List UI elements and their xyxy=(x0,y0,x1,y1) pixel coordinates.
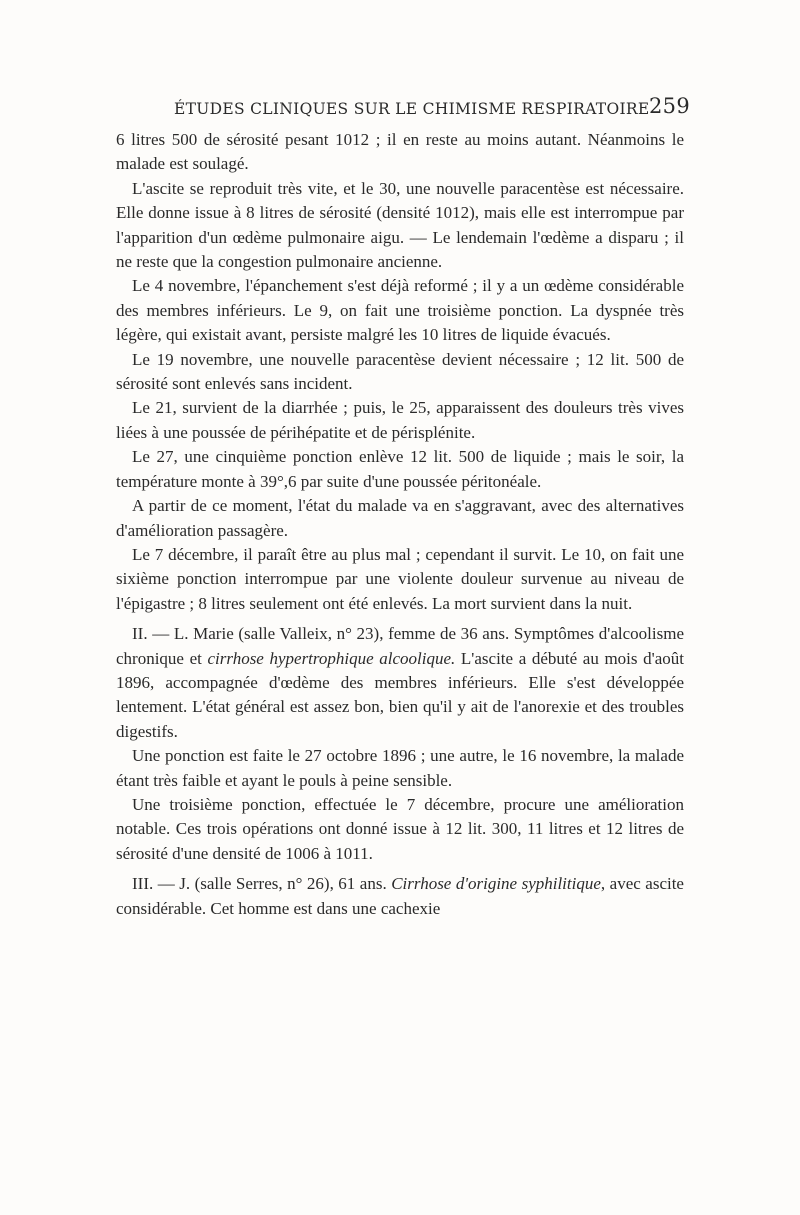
paragraph: Une ponction est faite le 27 octobre 1896 ; une autre, le 16 novembre, la malade étant très faible et ayant le pouls à peine sensible. xyxy=(116,746,684,790)
paragraph: Le 19 novembre, une nouvelle paracentèse devient nécessaire ; 12 lit. 500 de sérosité sont enlevés sans incident. xyxy=(116,349,684,394)
paragraph: Le 27, une cinquième ponction enlève 12 lit. 500 de liquide ; mais le soir, la température monte à 39°,6 par suite d'une poussée péritonéale. xyxy=(116,447,684,491)
case-diagnosis: Cirrhose d'origine syphilitique xyxy=(391,874,601,894)
case-diagnosis: cirrhose hypertrophique alcoolique. xyxy=(207,648,456,668)
case-intro: II. — L. Marie (salle Valleix, n° 23), femme de 36 ans. Symptômes d'alcoolisme chronique et xyxy=(116,624,684,668)
running-title: ÉTUDES CLINIQUES SUR LE CHIMISME RESPIRATOIRE xyxy=(174,100,650,118)
case-text: L'ascite a débuté au mois d'août 1896, accompagnée d'œdème des membres inférieurs. Elle s'est développée lentement. L'état général est assez bon, bien qu'il y ait de l'anorexie et des troubles digestifs. xyxy=(116,648,684,741)
paragraph: Le 4 novembre, l'épanchement s'est déjà reformé ; il y a un œdème considérable des membres inférieurs. Le 9, on fait une troisième ponction. La dyspnée très légère, qui existait avant, persiste malgré les 10 litres de liquide évacués. xyxy=(116,276,684,345)
paragraph: Le 21, survient de la diarrhée ; puis, le 25, apparaissent des douleurs très vives liées à une poussée de périhépatite et de périsplénite. xyxy=(116,398,684,442)
page-number: 259 xyxy=(649,94,690,118)
case-paragraph-3 xyxy=(116,872,684,921)
running-header xyxy=(116,94,690,124)
paragraph: Le 7 décembre, il paraît être au plus mal ; cependant il survit. Le 10, on fait une sixième ponction interrompue par une violente douleur survenue au niveau de l'épigastre ; 8 litres seulement ont été enlevés. La mort survient dans la nuit. xyxy=(116,544,684,613)
paragraph: A partir de ce moment, l'état du malade va en s'aggravant, avec des alternatives d'amélioration passagère. xyxy=(116,496,684,540)
paragraph: 6 litres 500 de sérosité pesant 1012 ; il en reste au moins autant. Néanmoins le malade est soulagé. xyxy=(116,130,684,174)
paragraph: L'ascite se reproduit très vite, et le 30, une nouvelle paracentèse est nécessaire. Elle donne issue à 8 litres de sérosité (densité 1012), mais elle est interrompue par l'apparition d'un œdème pulmonaire aigu. — Le lendemain l'œdème a disparu ; il ne reste que la congestion pulmonaire ancienne. xyxy=(116,178,684,272)
body-text xyxy=(116,128,684,921)
case-text: , avec ascite considérable. Cet homme est dans une cachexie xyxy=(116,874,684,918)
case-intro: III. — J. (salle Serres, n° 26), 61 ans. xyxy=(132,874,392,894)
case-paragraph-2 xyxy=(116,622,684,744)
paragraph: Une troisième ponction, effectuée le 7 décembre, procure une amélioration notable. Ces trois opérations ont donné issue à 12 lit. 300, 11 litres et 12 litres de sérosité d'une densité de 1006 à 1011. xyxy=(116,794,684,863)
